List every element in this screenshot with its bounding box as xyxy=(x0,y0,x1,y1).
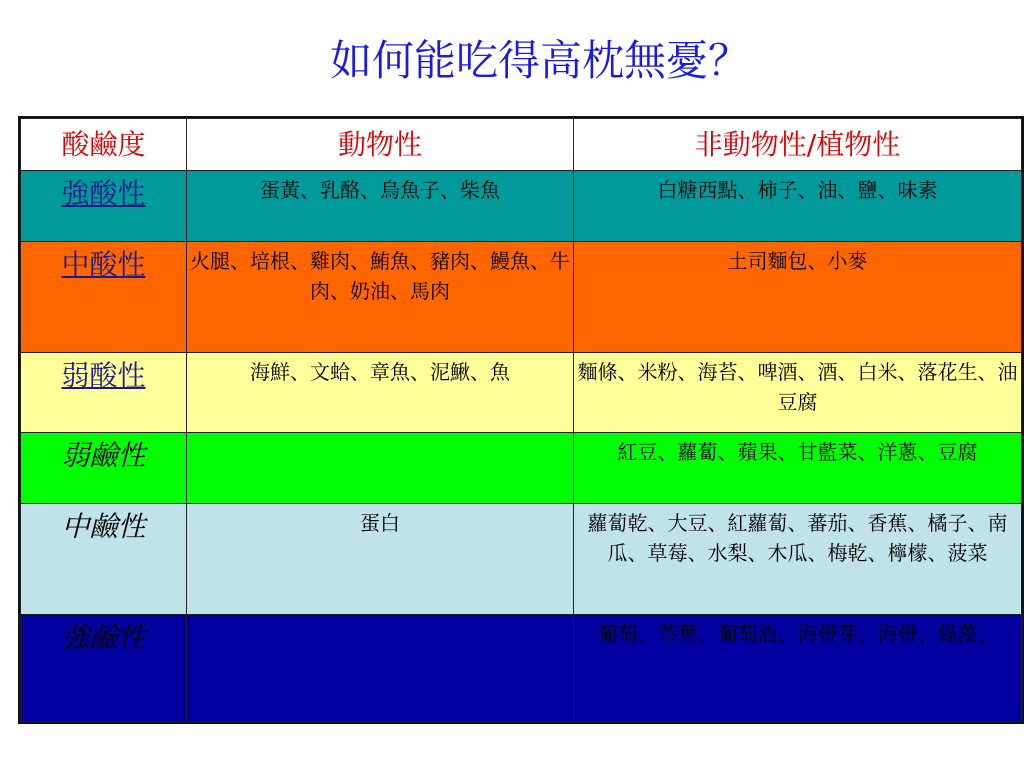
row-medium-alkaline xyxy=(21,504,1022,615)
label-strong-alkaline: 強鹼性 xyxy=(21,615,187,722)
slide-title: 如何能吃得高枕無憂？ xyxy=(329,36,750,85)
row-medium-acid xyxy=(21,242,1022,353)
acid-alkaline-food-table xyxy=(18,116,1024,724)
animal-medium-acid: 火腿、培根、雞肉、鮪魚、豬肉、鰻魚、牛肉、奶油、馬肉 xyxy=(187,242,574,353)
row-weak-acid xyxy=(21,353,1022,433)
plant-strong-acid: 白糖西點、柿子、油、鹽、味素 xyxy=(574,171,1022,242)
header-animal: 動物性 xyxy=(187,119,574,171)
label-medium-alkaline: 中鹼性 xyxy=(21,504,187,615)
plant-medium-acid: 土司麵包、小麥 xyxy=(574,242,1022,353)
animal-weak-alkaline xyxy=(187,433,574,504)
plant-medium-alkaline: 蘿蔔乾、大豆、紅蘿蔔、蕃茄、香蕉、橘子、南瓜、草莓、水梨、木瓜、梅乾、檸檬、菠菜 xyxy=(574,504,1022,615)
header-ph-level: 酸鹼度 xyxy=(21,119,187,171)
row-strong-alkaline xyxy=(21,615,1022,722)
label-medium-acid[interactable]: 中酸性 xyxy=(21,242,187,353)
plant-strong-alkaline: 葡萄、茶葉、葡萄酒、海帶芽、海帶、綠藻、 xyxy=(574,615,1022,722)
animal-strong-alkaline xyxy=(187,615,574,722)
animal-strong-acid: 蛋黃、乳酪、烏魚子、柴魚 xyxy=(187,171,574,242)
label-weak-alkaline: 弱鹼性 xyxy=(21,433,187,504)
row-weak-alkaline xyxy=(21,433,1022,504)
row-strong-acid xyxy=(21,171,1022,242)
label-strong-acid[interactable]: 強酸性 xyxy=(21,171,187,242)
plant-weak-acid: 麵條、米粉、海苔、啤酒、酒、白米、落花生、油豆腐 xyxy=(574,353,1022,433)
header-non-animal-plant: 非動物性/植物性 xyxy=(574,119,1022,171)
plant-weak-alkaline: 紅豆、蘿蔔、蘋果、甘藍菜、洋蔥、豆腐 xyxy=(574,433,1022,504)
label-weak-acid[interactable]: 弱酸性 xyxy=(21,353,187,433)
header-row xyxy=(21,119,1022,171)
animal-weak-acid: 海鮮、文蛤、章魚、泥鰍、魚 xyxy=(187,353,574,433)
animal-medium-alkaline: 蛋白 xyxy=(187,504,574,615)
